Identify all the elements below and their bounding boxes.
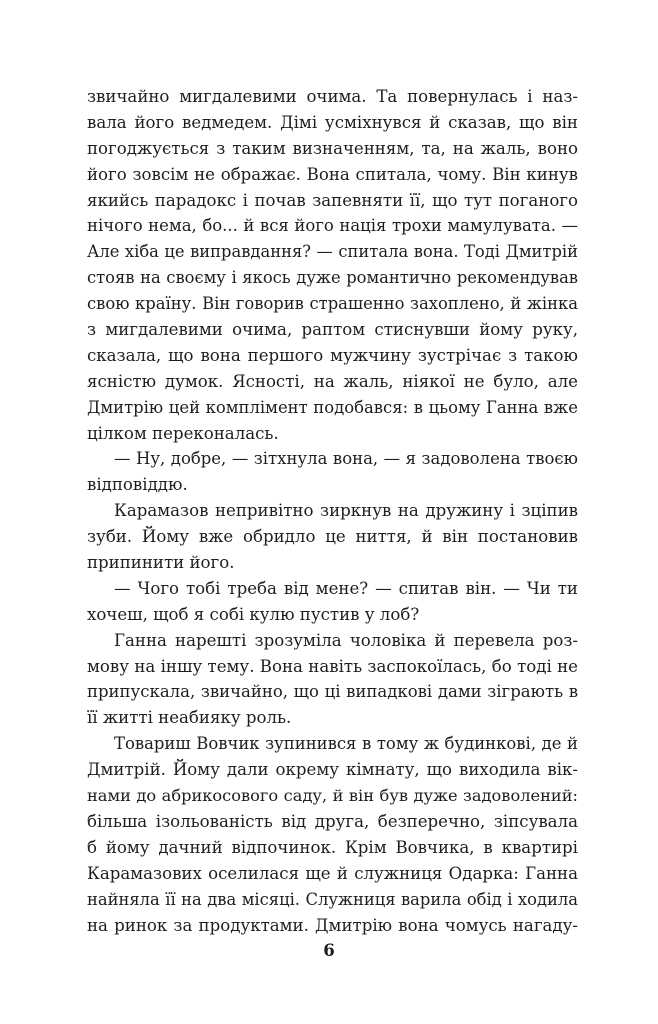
page-body [87, 84, 578, 938]
text-line: її житті неабияку роль. [87, 708, 292, 728]
text-line: — Чого тобі треба від мене? — спитав він. — Чи ти [114, 578, 578, 598]
text-line: Дмитрію цей комплімент подобався: в цьому Ганна вже [87, 397, 578, 417]
text-line: б йому дачний відпочинок. Крім Вовчика, в квартирі [87, 837, 578, 857]
text-line: нічого нема, бо... й вся його нація трохи мамулувата. — [87, 216, 578, 236]
text-line: Ганна нарешті зрозуміла чоловіка й перевела роз- [114, 630, 578, 650]
page-number: 6 [323, 940, 335, 960]
text-line: припинити його. [87, 553, 235, 573]
text-line: на ринок за продуктами. Дмитрію вона чомусь нагаду- [87, 915, 578, 935]
text-line: Товариш Вовчик зупинився в тому ж будинкові, де й [114, 734, 578, 754]
text-line: нами до абрикосового саду, й він був дуже задоволений: [87, 786, 578, 806]
text-line: свою країну. Він говорив страшенно захоплено, й жінка [87, 294, 578, 314]
text-line: погоджується з таким визначенням, та, на жаль, воно [87, 138, 578, 158]
text-line: якийсь парадокс і почав запевняти її, що тут поганого [87, 190, 578, 210]
text-line: вала його ведмедем. Дімі усміхнувся й сказав, що він [87, 112, 578, 132]
text-line: Карамазових оселилася ще й служниця Одарка: Ганна [87, 863, 578, 883]
text-line: з мигдалевими очима, раптом стиснувши йому руку, [87, 320, 578, 340]
text-line: зуби. Йому вже обридло це ниття, й він постановив [87, 527, 578, 547]
text-line: ясністю думок. Ясності, на жаль, ніякої не було, але [87, 371, 578, 391]
text-line: звичайно мигдалевими очима. Та повернулась і наз- [87, 87, 578, 106]
text-line: припускала, звичайно, що ці випадкові дами зіграють в [87, 682, 578, 702]
text-line: хочеш, щоб я собі кулю пустив у лоб? [87, 604, 420, 624]
text-line: Дмитрій. Йому дали окрему кімнату, що виходила вік- [87, 760, 578, 780]
text-line: цілком переконалась. [87, 423, 279, 443]
text-line: його зовсім не ображає. Вона спитала, чому. Він кинув [87, 164, 578, 184]
text-line: сказала, що вона першого мужчину зустрічає з такою [87, 345, 578, 365]
text-line: відповіддю. [87, 475, 188, 495]
text-line: більша ізольованість від друга, безперечно, зіпсувала [87, 811, 578, 831]
text-line: найняла її на два місяці. Служниця варила обід і ходила [87, 889, 578, 909]
text-line: стояв на своєму і якось дуже романтично рекомендував [87, 268, 578, 288]
text-line: Карамазов непривітно зиркнув на дружину і зціпив [114, 501, 578, 521]
text-line: — Ну, добре, — зітхнула вона, — я задоволена твоєю [114, 449, 578, 469]
text-line: мову на іншу тему. Вона навіть заспокоїлась, бо тоді не [87, 656, 578, 676]
text-line: Але хіба це виправдання? — спитала вона. Тоді Дмитрій [87, 242, 578, 262]
